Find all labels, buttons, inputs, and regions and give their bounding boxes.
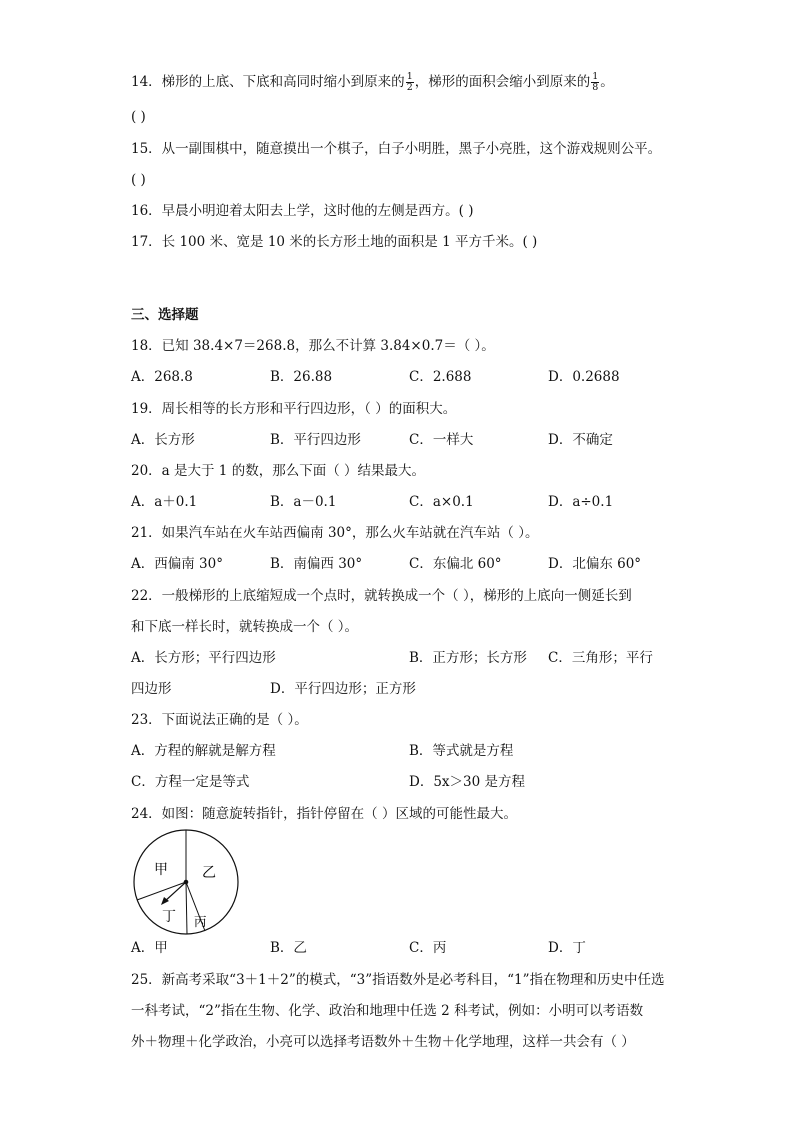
q20-option-d: D．a÷0.1: [548, 494, 614, 510]
question-23: 23．下面说法正确的是（ ）。: [131, 712, 308, 728]
q22-option-b: B．正方形；长方形: [409, 650, 527, 666]
region-label-yi: 乙: [202, 865, 216, 881]
q24-option-c: C．丙: [409, 940, 447, 956]
q20-option-b: B．a－0.1: [270, 494, 337, 510]
q22-option-c-continued: 四边形: [131, 681, 172, 697]
region-label-ding: 丁: [162, 909, 176, 925]
question-25-line2: 一科考试，“2”指在生物、化学、政治和地理中任选 2 科考试，例如：小明可以考语数: [131, 1003, 644, 1019]
region-label-bing: 丙: [194, 914, 207, 929]
q20-option-c: C．a×0.1: [409, 494, 474, 510]
q21-option-d: D．北偏东 60°: [548, 556, 642, 572]
fraction-one-eighth: $\frac{1}{8}$: [592, 71, 599, 93]
fraction-one-half: $\frac{1}{2}$: [406, 71, 413, 93]
q24-option-d: D．丁: [548, 940, 586, 956]
section-title: 三、选择题: [131, 307, 199, 323]
question-19: 19．周长相等的长方形和平行四边形，（ ）的面积大。: [131, 401, 457, 417]
question-25-line3: 外＋物理＋化学政治，小亮可以选择考语数外＋生物＋化学地理，这样一共会有（ ）: [131, 1034, 635, 1050]
question-22-line1: 22．一般梯形的上底缩短成一个点时，就转换成一个（ ），梯形的上底向一侧延长到: [131, 588, 632, 604]
q15-answer-paren: ( ): [131, 172, 146, 188]
q22-option-c: C．三角形；平行: [548, 650, 653, 666]
q14-middle: ，梯形的面积会缩小到原来的: [414, 74, 591, 90]
question-21: 21．如果汽车站在火车站西偏南 30°，那么火车站就在汽车站（ ）。: [131, 525, 539, 541]
q23-option-b: B．等式就是方程: [409, 743, 514, 759]
q14-answer-paren: ( ): [131, 109, 146, 125]
q19-option-b: B．平行四边形: [270, 432, 361, 448]
question-18: 18．已知 38.4×7＝268.8，那么不计算 3.84×0.7＝（ ）。: [131, 338, 495, 354]
spinner-diagram: [132, 828, 240, 936]
question-22-line2: 和下底一样长时，就转换成一个（ ）。: [131, 619, 359, 635]
q23-option-c: C．方程一定是等式: [131, 774, 250, 790]
q18-option-c: C．2.688: [409, 369, 472, 385]
q23-option-a: A．方程的解就是解方程: [131, 743, 276, 759]
q14-suffix: 。: [600, 74, 614, 90]
q24-option-b: B．乙: [270, 940, 307, 956]
q18-option-b: B．26.88: [270, 369, 333, 385]
question-15: 15．从一副围棋中，随意摸出一个棋子，白子小明胜，黑子小亮胜，这个游戏规则公平。: [131, 141, 662, 157]
q18-option-d: D．0.2688: [548, 369, 620, 385]
q19-option-a: A．长方形: [131, 432, 195, 448]
region-label-jia: 甲: [154, 862, 168, 878]
question-20: 20．a 是大于 1 的数，那么下面（ ）结果最大。: [131, 463, 425, 479]
question-17: 17．长 100 米、宽是 10 米的长方形土地的面积是 1 平方千米。( ): [131, 234, 538, 250]
q22-option-d: D．平行四边形；正方形: [270, 681, 416, 697]
q21-option-c: C．东偏北 60°: [409, 556, 502, 572]
q22-option-a: A．长方形；平行四边形: [131, 650, 276, 666]
q14-prefix: 14．梯形的上底、下底和高同时缩小到原来的: [131, 74, 405, 90]
question-25-line1: 25．新高考采取“3＋1＋2”的模式，“3”指语数外是必考科目，“1”指在物理和历史中任选: [131, 972, 665, 988]
q23-option-d: D．5x＞30 是方程: [409, 774, 525, 790]
pointer-needle: [164, 882, 186, 902]
question-16: 16．早晨小明迎着太阳去上学，这时他的左侧是西方。( ): [131, 203, 474, 219]
q18-option-a: A．268.8: [131, 369, 193, 385]
q19-option-c: C．一样大: [409, 432, 474, 448]
divider-inner: [186, 882, 187, 934]
divider-left: [137, 882, 186, 900]
q20-option-a: A．a＋0.1: [131, 494, 198, 510]
q21-option-a: A．西偏南 30°: [131, 556, 223, 572]
q19-option-d: D．不确定: [548, 432, 613, 448]
q21-option-b: B．南偏西 30°: [270, 556, 363, 572]
question-24: 24．如图：随意旋转指针，指针停留在（ ）区域的可能性最大。: [131, 806, 517, 822]
question-14: [131, 72, 614, 93]
q24-option-a: A．甲: [131, 940, 168, 956]
